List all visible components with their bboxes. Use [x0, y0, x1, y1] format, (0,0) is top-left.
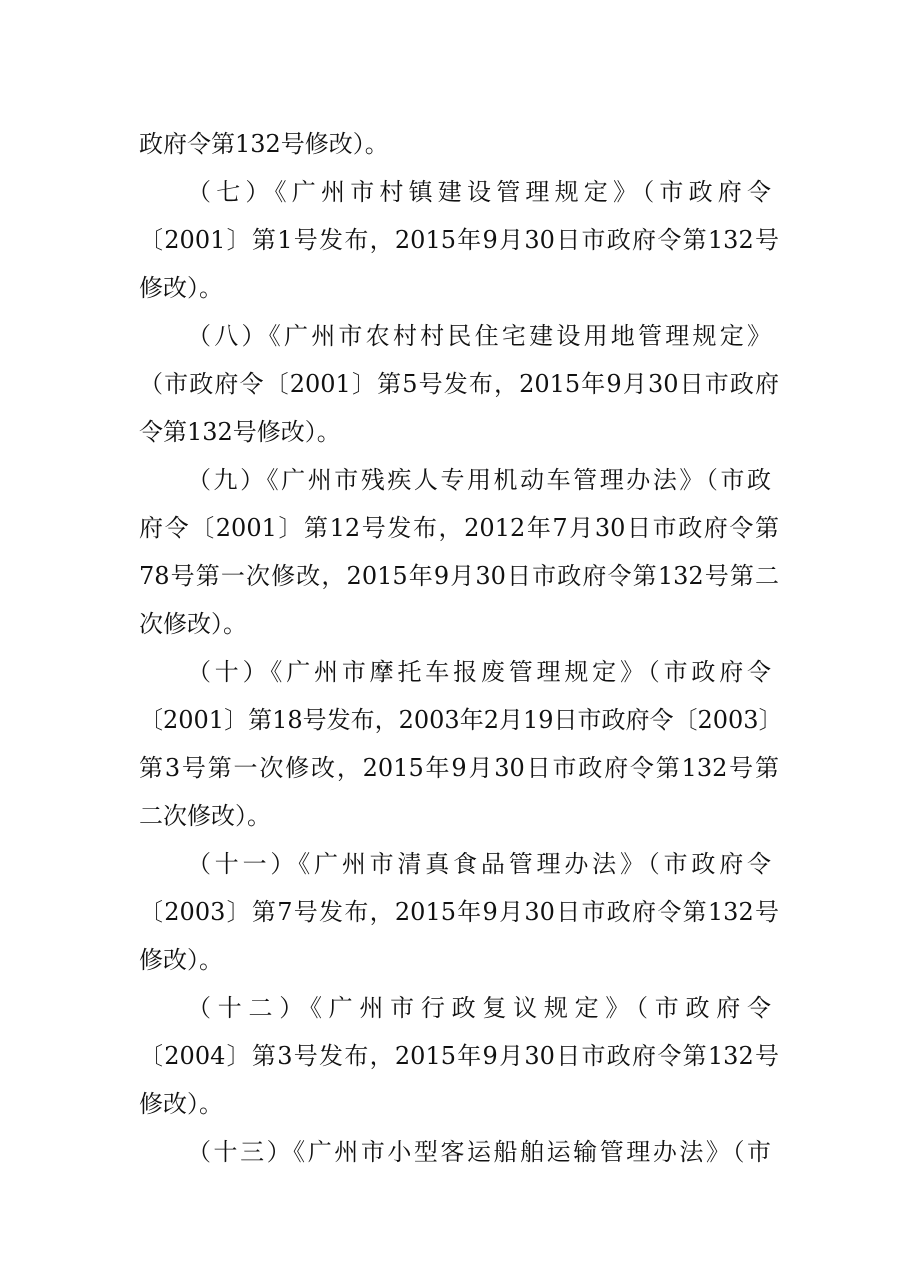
text-line: （八）《广州市农村村民住宅建设用地管理规定》 [187, 322, 771, 350]
text-line: 修改）。 [139, 946, 223, 974]
text-line: （十一）《广州市清真食品管理办法》（市政府令 [187, 850, 771, 878]
text-line: 二次修改）。 [139, 802, 271, 830]
text-line: 〔2001〕第1号发布，2015年9月30日市政府令第132号 [139, 226, 779, 254]
text-line: 78号第一次修改，2015年9月30日市政府令第132号第二 [139, 562, 779, 590]
text-line: （十二）《广州市行政复议规定》（市政府令 [187, 994, 771, 1022]
text-line: （七）《广州市村镇建设管理规定》（市政府令 [187, 178, 771, 206]
text-line: 第3号第一次修改，2015年9月30日市政府令第132号第 [139, 754, 779, 782]
text-line: 政府令第132号修改）。 [139, 130, 389, 158]
text-line: （市政府令〔2001〕第5号发布，2015年9月30日市政府 [139, 370, 779, 398]
text-line: （十）《广州市摩托车报废管理规定》（市政府令 [187, 658, 771, 686]
text-line: 〔2001〕第18号发布，2003年2月19日市政府令〔2003〕 [139, 706, 783, 734]
text-line: （九）《广州市残疾人专用机动车管理办法》（市政 [187, 466, 771, 494]
text-line: 修改）。 [139, 274, 223, 302]
text-line: 〔2004〕第3号发布，2015年9月30日市政府令第132号 [139, 1042, 779, 1070]
text-line: 〔2003〕第7号发布，2015年9月30日市政府令第132号 [139, 898, 779, 926]
text-line: 修改）。 [139, 1090, 223, 1118]
text-line: 府令〔2001〕第12号发布，2012年7月30日市政府令第 [139, 514, 779, 542]
text-line: 次修改）。 [139, 610, 247, 638]
text-line: 令第132号修改）。 [139, 418, 341, 446]
text-line: （十三）《广州市小型客运船舶运输管理办法》（市 [187, 1138, 771, 1166]
